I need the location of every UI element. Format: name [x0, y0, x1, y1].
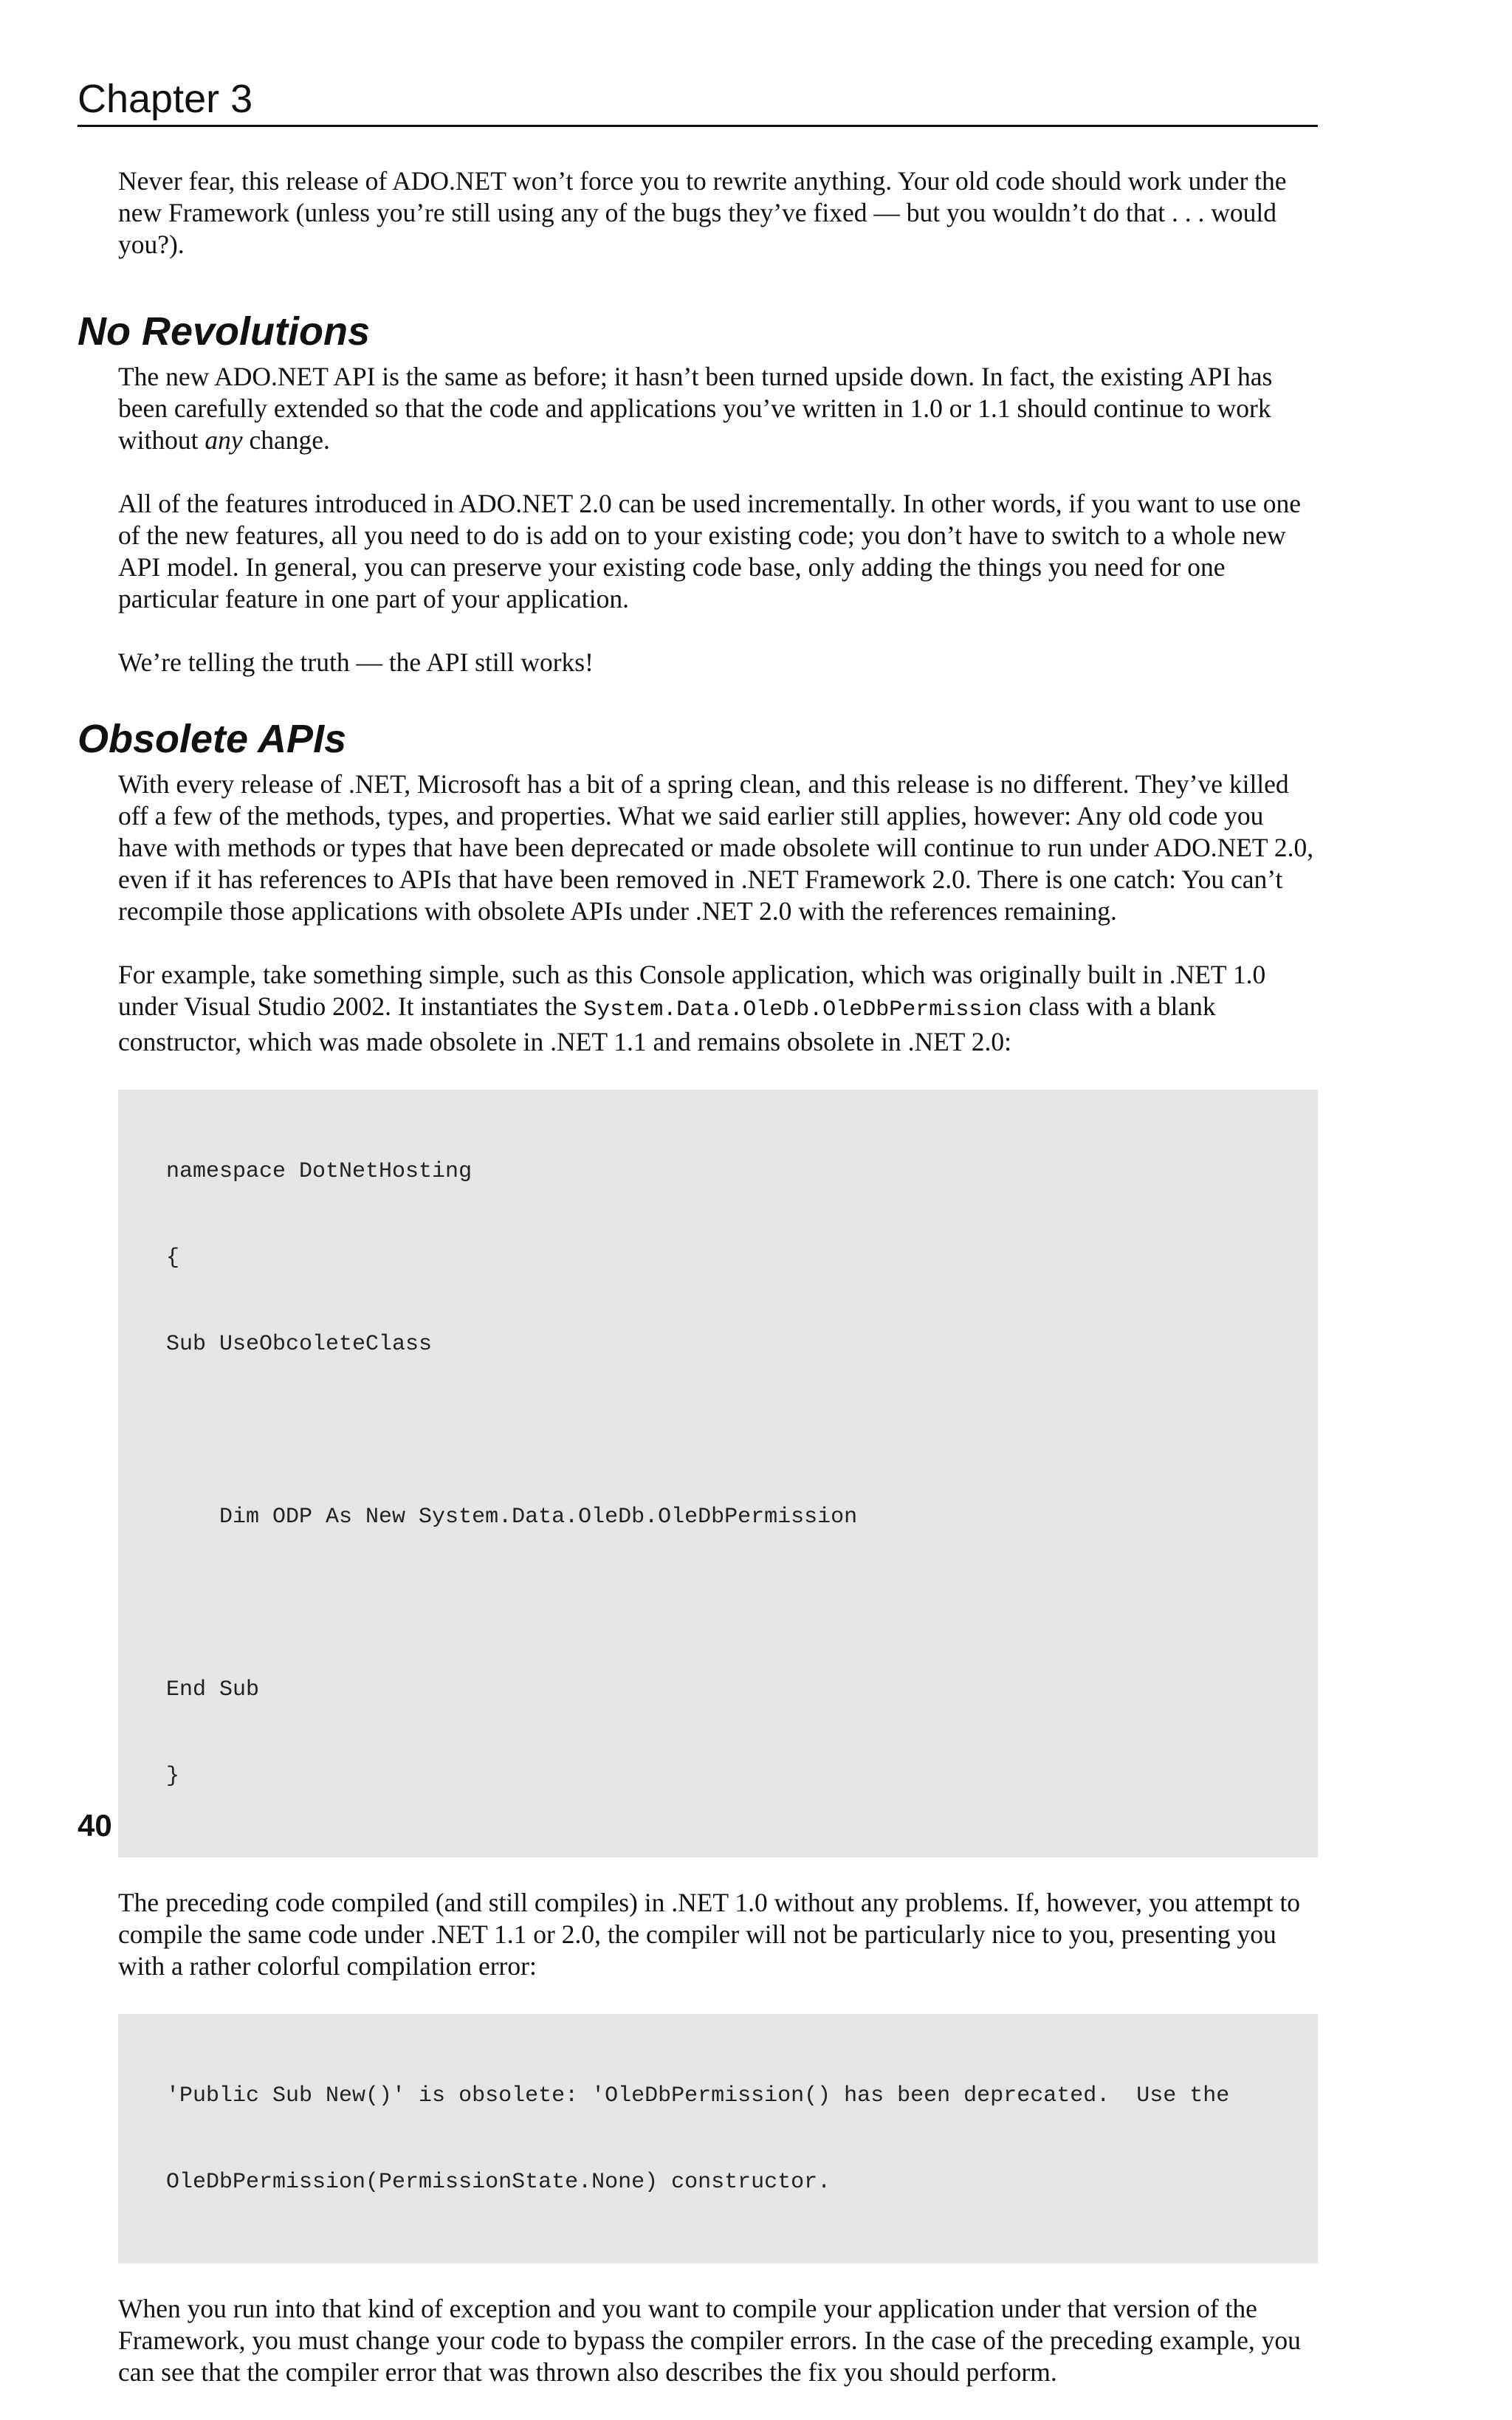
- text-run: class with a blank constructor, which was made obsolete in .NET 1.1 and remains obsolete in .NET 2.0:: [118, 991, 1216, 1056]
- code-line: }: [166, 1764, 180, 1789]
- page-number: 40: [78, 1808, 112, 1843]
- emphasis-any: any: [205, 425, 243, 455]
- code-line: 'Public Sub New()' is obsolete: 'OleDbPermission() has been deprecated. Use the: [166, 2083, 1230, 2108]
- no-revolutions-paragraph-1: [118, 361, 1318, 456]
- code-line: Dim ODP As New System.Data.OleDb.OleDbPermission: [166, 1505, 858, 1530]
- chapter-title: Chapter 3: [78, 77, 253, 121]
- section-heading-obsolete-apis: Obsolete APIs: [78, 717, 347, 761]
- inline-code-class-name: System.Data.OleDb.OleDbPermission: [583, 997, 1023, 1022]
- text-run: For example, take something simple, such as this Console application, which was originally built in .NET 1.0 under Visual Studio 2002. It instantiates the: [118, 960, 1266, 1021]
- intro-paragraph: Never fear, this release of ADO.NET won’t force you to rewrite anything. Your old code should work under the new Framework (unless you’re still using any of the bugs they’ve fixed — but you wouldn’t do that . . . would you?).: [118, 166, 1287, 259]
- text-run: The new ADO.NET API is the same as before; it hasn’t been turned upside down. In fact, the existing API has been carefully extended so that the code and applications you’ve written in 1.0 or 1.1 should continue to work without: [118, 362, 1273, 455]
- chapter-header: [78, 77, 1318, 127]
- obsolete-paragraph-3: The preceding code compiled (and still compiles) in .NET 1.0 without any problems. If, however, you attempt to compile the same code under .NET 1.1 or 2.0, the compiler will not be particularly nice to you, presenting you with a rather colorful compilation error:: [118, 1888, 1300, 1981]
- no-revolutions-paragraph-2: All of the features introduced in ADO.NET 2.0 can be used incrementally. In other words, if you want to use one of the new features, all you need to do is add on to your existing code; you don’t have to switch to a whole new API model. In general, you can preserve your existing code base, only adding the things you need for one particular feature in one part of your application.: [118, 489, 1302, 613]
- obsolete-paragraph-4: When you run into that kind of exception and you want to compile your application under that version of the Framework, you must change your code to bypass the compiler errors. In the case of the preceding example, you can see that the compiler error that was thrown also describes the fix you should perform.: [118, 2294, 1301, 2387]
- code-block-compiler-error: [118, 2014, 1318, 2263]
- code-line: [166, 1589, 1318, 1618]
- code-line: namespace DotNetHosting: [166, 1159, 472, 1184]
- section-heading-no-revolutions: No Revolutions: [78, 309, 371, 354]
- code-line: [166, 1417, 1318, 1446]
- code-line: Sub UseObcoleteClass: [166, 1332, 433, 1357]
- code-block-example: [118, 1090, 1318, 1857]
- code-line: End Sub: [166, 1677, 260, 1702]
- code-line: OleDbPermission(PermissionState.None) constructor.: [166, 2170, 831, 2195]
- no-revolutions-paragraph-3: We’re telling the truth — the API still works!: [118, 647, 594, 677]
- obsolete-paragraph-2: [118, 959, 1318, 1058]
- obsolete-paragraph-1: With every release of .NET, Microsoft has a bit of a spring clean, and this release is no different. They’ve killed off a few of the methods, types, and properties. What we said earlier still applies, however: Any old code you have with methods or types that have been deprecated or made obsolete will continue to run under ADO.NET 2.0, even if it has references to APIs that have been removed in .NET Framework 2.0. There is one catch: You can’t recompile those applications with obsolete APIs under .NET 2.0 with the references remaining.: [118, 769, 1314, 926]
- code-line: {: [166, 1245, 180, 1271]
- text-run: change.: [242, 425, 330, 455]
